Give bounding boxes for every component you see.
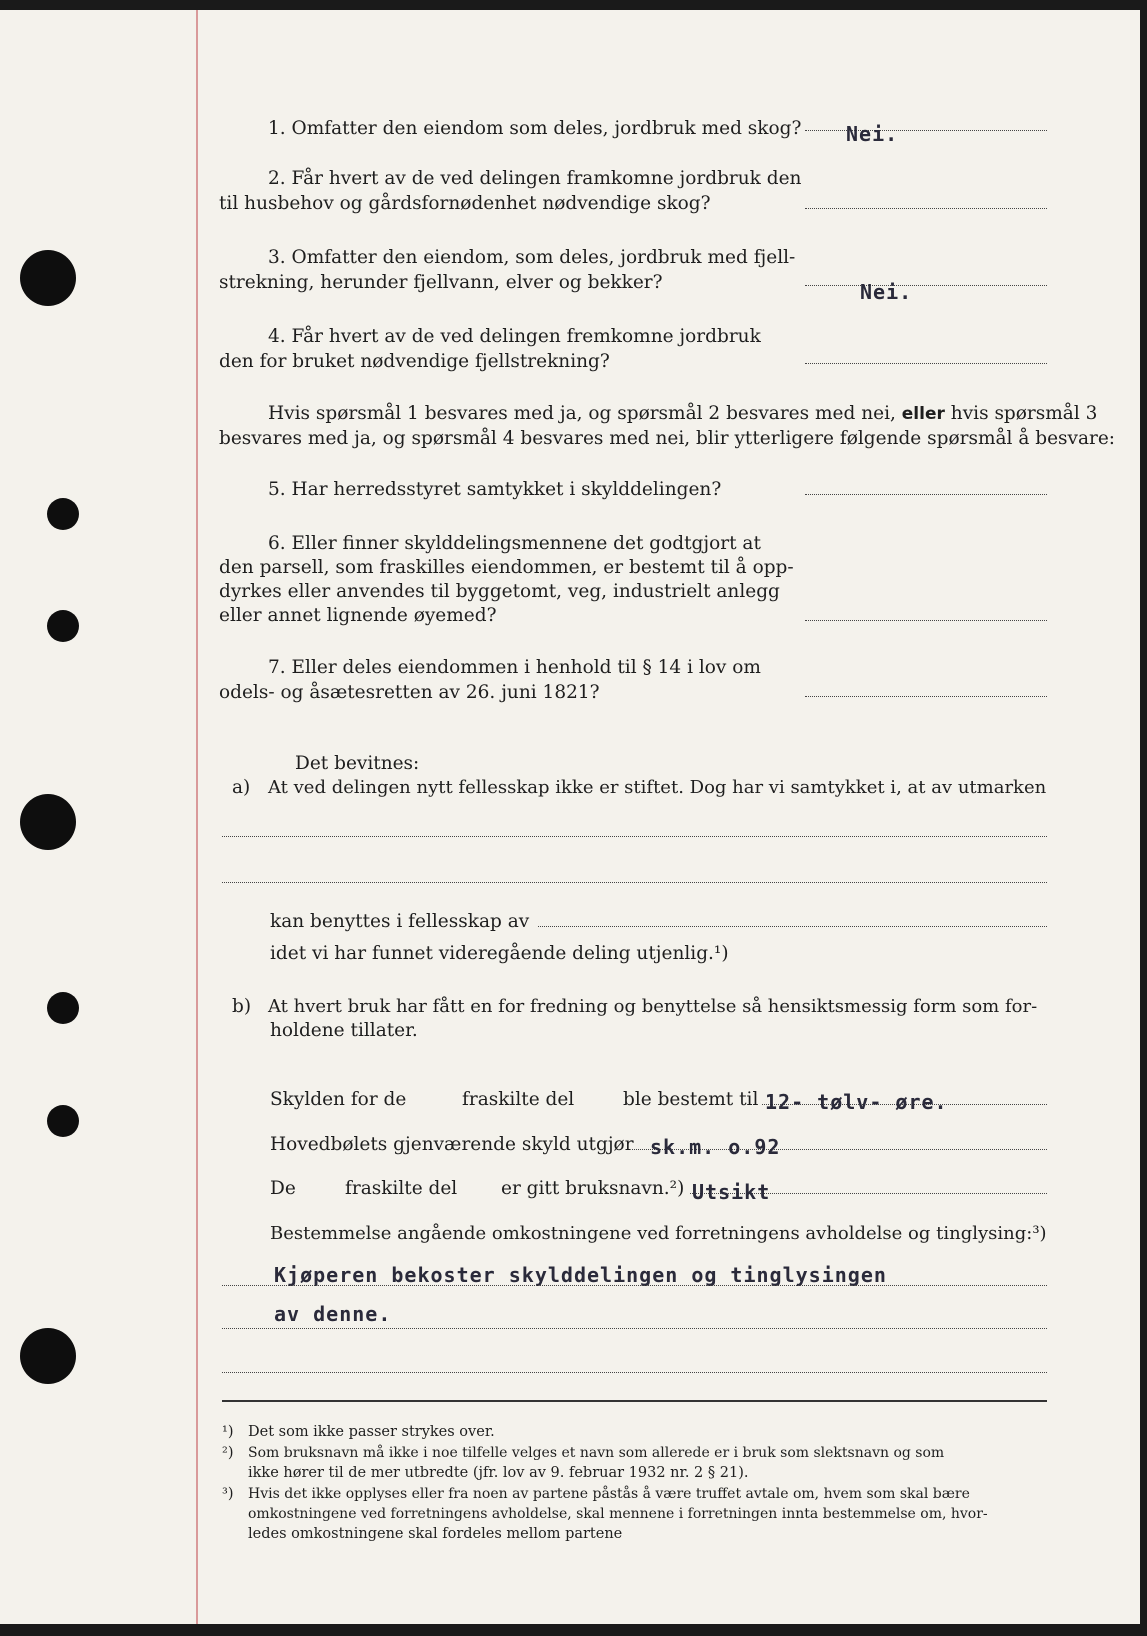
footnote-3-line-1: Hvis det ikke opplyses eller fra noen av partene påstås å være truffet avtale om, hvem som skal bære: [248, 1486, 970, 1502]
fill-line-a2: [222, 882, 1047, 883]
fill-line-a1: [222, 836, 1047, 837]
instruction-emphasis: eller: [901, 404, 945, 424]
answer-line-6: [805, 620, 1047, 621]
question-6-line-2: den parsell, som fraskilles eiendommen, er bestemt til å opp-: [219, 557, 794, 578]
question-3-line-1: 3. Omfatter den eiendom, som deles, jordbruk med fjell-: [268, 247, 796, 268]
answer-line-1: [805, 130, 1047, 131]
question-1: 1. Omfatter den eiendom som deles, jordbruk med skog?: [268, 118, 802, 139]
certify-a-label: a): [232, 777, 251, 798]
skyld-label-c: ble bestemt til: [623, 1089, 759, 1110]
question-6-line-4: eller annet lignende øyemed?: [219, 605, 497, 626]
skyld-label-b: fraskilte del: [462, 1089, 575, 1110]
question-6-line-1: 6. Eller finner skylddelingsmennene det godtgjort at: [268, 533, 761, 554]
instruction-text-b: hvis spørsmål 3: [950, 403, 1098, 424]
hoved-label: Hovedbølets gjenværende skyld utgjør: [270, 1134, 634, 1155]
footnote-separator: [222, 1400, 1047, 1402]
question-3-line-2: strekning, herunder fjellvann, elver og bekker?: [219, 272, 663, 293]
footnote-3-mark: ³): [222, 1486, 234, 1502]
bestem-label: Bestemmelse angående omkostningene ved forretningens avholdelse og tinglysing:³): [270, 1223, 1047, 1244]
bruk-label-a: De: [270, 1178, 296, 1199]
skyld-value: 12- tølv- øre.: [765, 1090, 948, 1114]
answer-line-2: [805, 208, 1047, 209]
footnote-2-mark: ²): [222, 1445, 234, 1461]
punch-hole: [47, 992, 79, 1024]
answer-1: Nei.: [846, 122, 899, 146]
footnote-3-line-3: ledes omkostningene skal fordeles mellom partene: [248, 1526, 623, 1542]
certify-b-text-2: holdene tillater.: [270, 1020, 418, 1041]
answer-3: Nei.: [860, 280, 913, 304]
question-5: 5. Har herredsstyret samtykket i skylddelingen?: [268, 479, 722, 500]
certify-a-text: At ved delingen nytt fellesskap ikke er stiftet. Dog har vi samtykket i, at av utmarken: [268, 777, 1047, 798]
question-4-line-1: 4. Får hvert av de ved delingen fremkomne jordbruk: [268, 326, 761, 347]
answer-line-5: [805, 494, 1047, 495]
punch-hole: [20, 794, 76, 850]
certify-a-shared: kan benyttes i fellesskap av: [270, 911, 530, 932]
answer-line-4: [805, 363, 1047, 364]
bestem-line-3: [222, 1372, 1047, 1373]
question-4-line-2: den for bruket nødvendige fjellstrekning?: [219, 351, 610, 372]
footnote-1: Det som ikke passer strykes over.: [248, 1424, 495, 1440]
bestem-value-2: av denne.: [274, 1302, 392, 1326]
instruction-line-1: [268, 402, 1097, 426]
punch-hole: [20, 250, 76, 306]
bestem-line-2: [222, 1328, 1047, 1329]
question-2-line-1: 2. Får hvert av de ved delingen framkomne jordbruk den: [268, 168, 802, 189]
certify-a-reason: idet vi har funnet videregående deling utjenlig.¹): [270, 943, 729, 964]
answer-line-7: [805, 696, 1047, 697]
instruction-text-a: Hvis spørsmål 1 besvares med ja, og spørsmål 2 besvares med nei,: [268, 403, 896, 424]
punch-hole: [47, 610, 79, 642]
footnote-2-line-1: Som bruksnavn må ikke i noe tilfelle velges et navn som allerede er i bruk som slektsnavn og som: [248, 1445, 945, 1461]
bruk-label-b: fraskilte del: [345, 1178, 458, 1199]
footnote-2-line-2: ikke hører til de mer utbredte (jfr. lov av 9. februar 1932 nr. 2 § 21).: [248, 1465, 749, 1481]
bestem-line-1: [222, 1285, 1047, 1286]
question-7-line-2: odels- og åsætesretten av 26. juni 1821?: [219, 682, 600, 703]
bestem-value-1: Kjøperen bekoster skylddelingen og tinglysingen: [274, 1263, 887, 1287]
punch-hole: [20, 1328, 76, 1384]
margin-rule: [196, 10, 198, 1624]
certify-b-label: b): [232, 996, 252, 1017]
answer-line-3: [805, 285, 1047, 286]
hoved-value: sk.m. o.92: [650, 1135, 781, 1159]
fill-line-a3: [538, 926, 1047, 927]
skyld-label-a: Skylden for de: [270, 1089, 407, 1110]
punch-hole: [47, 1105, 79, 1137]
question-6-line-3: dyrkes eller anvendes til byggetomt, veg, industrielt anlegg: [219, 581, 780, 602]
bruk-label-c: er gitt bruksnavn.²): [501, 1178, 685, 1199]
punch-hole: [47, 498, 79, 530]
bruk-value: Utsikt: [692, 1180, 771, 1204]
certify-b-text-1: At hvert bruk har fått en for fredning og benyttelse så hensiktsmessig form som for-: [268, 996, 1038, 1017]
footnote-3-line-2: omkostningene ved forretningens avholdelse, skal mennene i forretningen innta bestemmelse om, hvor-: [248, 1506, 988, 1522]
instruction-line-2: besvares med ja, og spørsmål 4 besvares med nei, blir ytterligere følgende spørsmål å besvare:: [219, 428, 1116, 449]
footnote-1-mark: ¹): [222, 1424, 234, 1440]
question-2-line-2: til husbehov og gårdsfornødenhet nødvendige skog?: [219, 193, 711, 214]
question-7-line-1: 7. Eller deles eiendommen i henhold til § 14 i lov om: [268, 657, 761, 678]
certify-heading: Det bevitnes:: [295, 753, 420, 774]
